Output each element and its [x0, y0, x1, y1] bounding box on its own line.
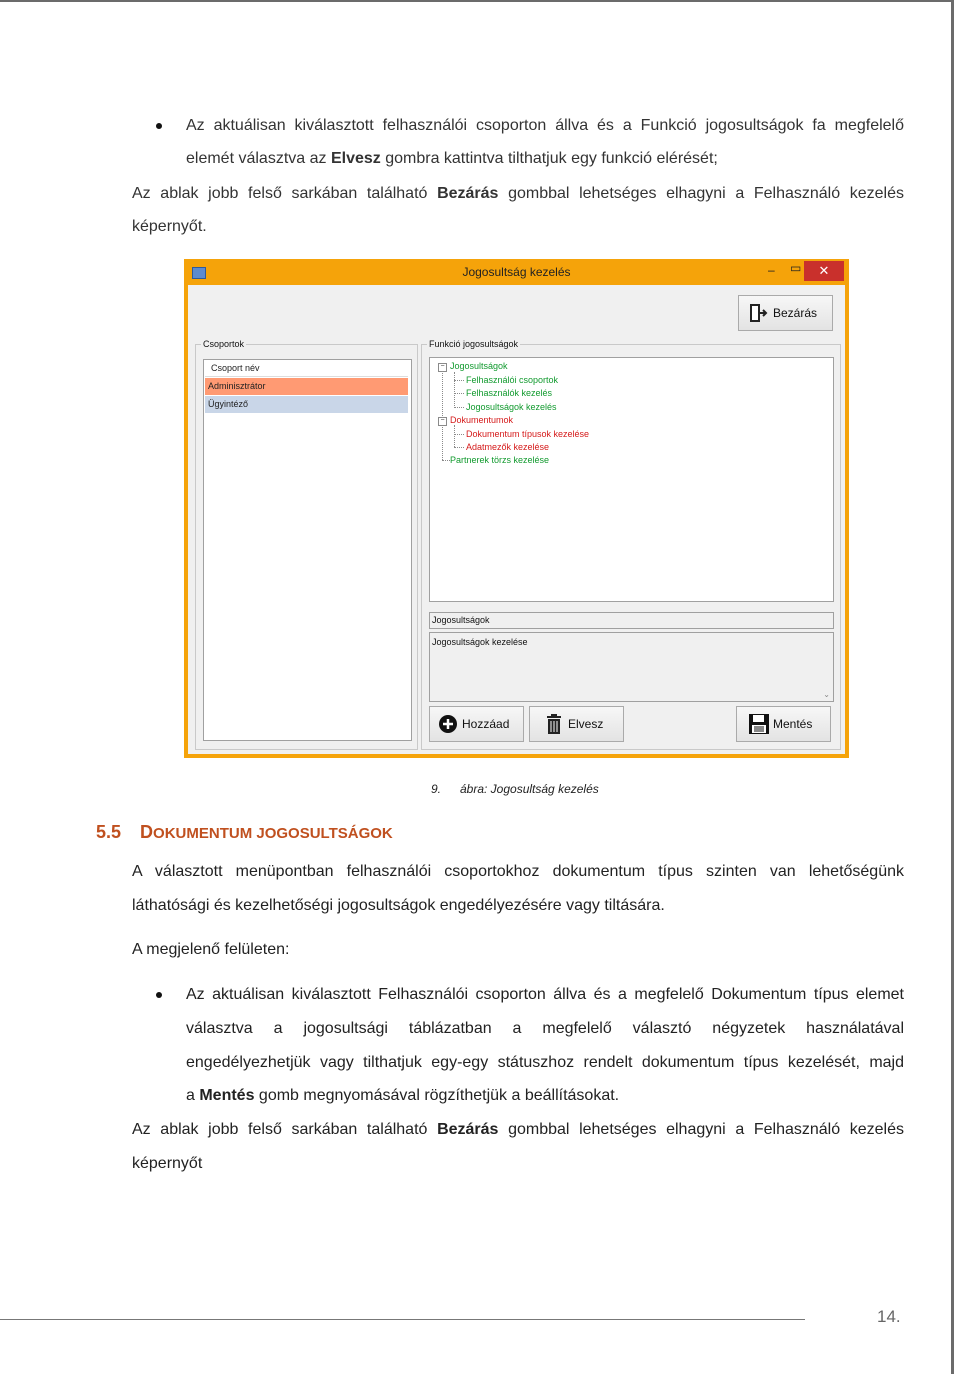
bullet [156, 123, 162, 129]
groups-list-header[interactable]: Csoport név [205, 360, 408, 377]
para2-line2: képernyőt. [132, 218, 207, 235]
para2-line1: Az ablak jobb felső sarkában található Bezárás gombbal lehetséges elhagyni a Felhasználó kezelés [132, 185, 904, 202]
exit-door-icon [748, 303, 768, 323]
add-button-label: Hozzáad [462, 717, 510, 731]
figure-number: 9. [431, 782, 442, 796]
functions-panel-title: Funkció jogosultságok [429, 339, 519, 349]
tree-line [454, 425, 455, 447]
groups-panel [195, 339, 418, 750]
tree-line [442, 460, 450, 461]
window-body [188, 285, 845, 754]
tree-node-child[interactable]: Dokumentum típusok kezelése [466, 429, 590, 439]
minimize-icon[interactable]: – [768, 263, 775, 277]
section-number: 5.5 [96, 822, 122, 842]
scroll-down-icon[interactable]: ⌄ [823, 690, 830, 699]
groups-list[interactable] [203, 359, 412, 741]
plus-circle-icon [439, 715, 457, 733]
close-button-label: Bezárás [773, 306, 818, 320]
figure-caption: ábra: Jogosultság kezelés [460, 782, 599, 796]
floppy-disk-icon [749, 714, 769, 734]
tree-node-child[interactable]: Felhasználói csoportok [466, 375, 559, 385]
groups-row[interactable]: Ügyintéző [205, 396, 408, 413]
groups-panel-title: Csoportok [203, 339, 245, 349]
para5-line1: Az aktuálisan kiválasztott Felhasználói csoporton állva és a megfelelő Dokumentum típus elemet [186, 986, 904, 1003]
tree-node-child[interactable]: Jogosultságok kezelés [466, 402, 557, 412]
page-border-right [951, 0, 954, 1374]
footer-divider [0, 1319, 805, 1320]
tree-line [454, 434, 464, 435]
window-title: Jogosultság kezelés [462, 265, 571, 279]
functions-panel [421, 339, 841, 750]
rights-textarea[interactable] [429, 632, 834, 702]
section-title-first: D [140, 822, 154, 842]
close-button[interactable] [738, 295, 833, 331]
tree-node-root[interactable]: Jogosultságok [450, 361, 508, 371]
tree-node-root[interactable]: Partnerek törzs kezelése [450, 455, 550, 465]
save-button-label: Mentés [773, 717, 813, 731]
tree-line [454, 447, 464, 448]
para6-line1: Az ablak jobb felső sarkában található Bezárás gombbal lehetséges elhagyni a Felhasználó kezelés [132, 1121, 904, 1138]
para4: A megjelenő felületen: [132, 941, 290, 958]
remove-button-label: Elvesz [568, 717, 604, 731]
remove-button[interactable] [529, 706, 624, 742]
rights-value: Jogosultságok kezelése [432, 637, 528, 647]
para1-line1: Az aktuálisan kiválasztott felhasználói csoporton állva és a Funkció jogosultságok fa megfelelő [186, 117, 904, 134]
tree-line [454, 407, 464, 408]
tree-node-child[interactable]: Felhasználók kezelés [466, 388, 553, 398]
tree-node-root[interactable]: Dokumentumok [450, 415, 514, 425]
save-button[interactable] [736, 706, 831, 742]
window-close-icon[interactable]: ✕ [804, 261, 844, 281]
trash-icon [546, 714, 562, 734]
rights-label-box [429, 612, 834, 629]
section-title-rest: OKUMENTUM JOGOSULTSÁGOK [153, 825, 393, 842]
tree-line [442, 370, 443, 460]
para5-line3: engedélyezhetjük vagy tilthatjuk egy-egy státuszhoz rendelt dokumentum típus kezelését, majd [186, 1054, 904, 1071]
para6-line2: képernyőt [132, 1155, 203, 1172]
page-border-top [0, 0, 954, 2]
para5-line4: a Mentés gomb megnyomásával rögzíthetjük a beállításokat. [186, 1087, 620, 1104]
collapse-icon[interactable]: − [438, 417, 447, 426]
para5-line2: választva a jogosultsági táblázatban a megfelelő választó négyzetek használatával [186, 1020, 904, 1037]
tree-line [454, 380, 464, 381]
rights-label: Jogosultságok [432, 615, 490, 625]
para1-line2: elemét választva az Elvesz gombra kattintva tilthatjuk egy funkció elérését; [186, 150, 718, 167]
functions-tree[interactable] [429, 357, 834, 602]
maximize-icon[interactable]: ▭ [790, 261, 802, 275]
bullet [156, 992, 162, 998]
para3-line2: láthatósági és kezelhetőségi jogosultságok engedélyezésére vagy tiltására. [132, 897, 665, 914]
section-heading [96, 822, 393, 843]
para3-line1: A választott menüpontban felhasználói csoportokhoz dokumentum típus szinten van lehetőségünk [132, 863, 904, 880]
add-button[interactable] [429, 706, 524, 742]
tree-node-child[interactable]: Adatmezők kezelése [466, 442, 550, 452]
groups-row-selected[interactable]: Adminisztrátor [205, 378, 408, 395]
page-number: 14. [877, 1307, 901, 1326]
tree-line [454, 372, 455, 408]
permission-window [184, 259, 849, 758]
tree-line [454, 393, 464, 394]
collapse-icon[interactable]: − [438, 363, 447, 372]
